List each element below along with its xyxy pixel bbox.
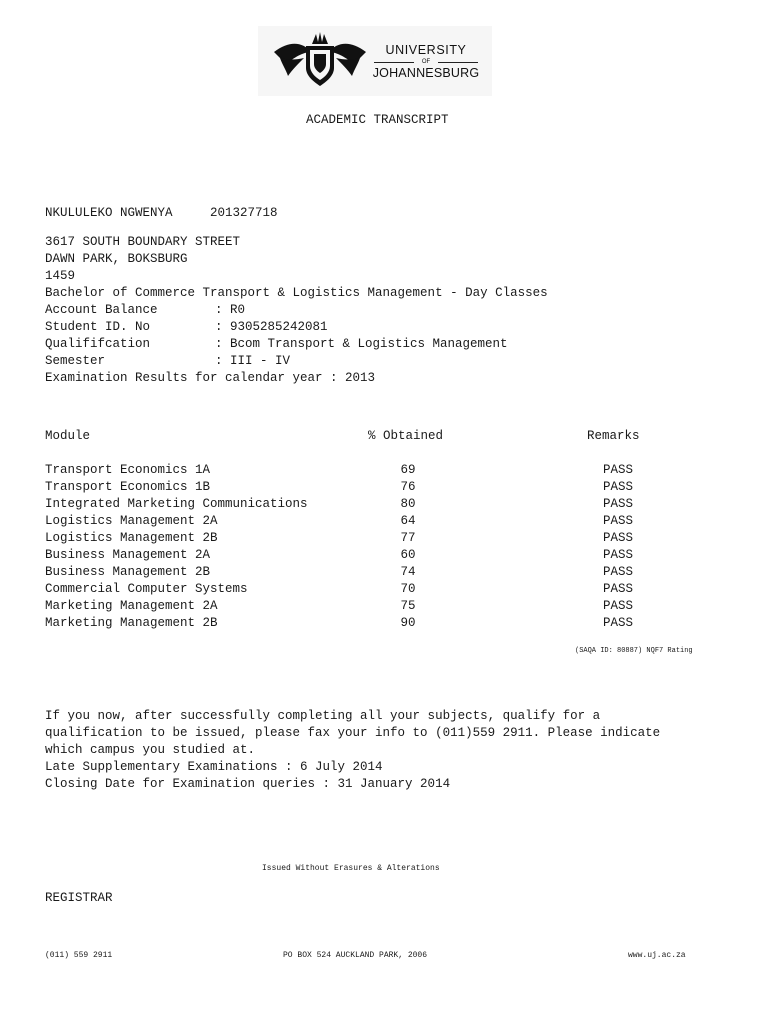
field-label: Student ID. No	[45, 320, 151, 334]
remark: PASS	[603, 616, 634, 630]
footer-website: www.uj.ac.za	[628, 951, 686, 960]
notice-line: which campus you studied at.	[45, 743, 256, 757]
field-label: Account Balance	[45, 303, 158, 317]
address-line: 1459	[45, 269, 76, 283]
percent-obtained: 60	[400, 548, 416, 562]
percent-obtained: 69	[400, 463, 416, 477]
logo-line-johannesburg: JOHANNESBURG	[372, 65, 480, 80]
remark: PASS	[603, 548, 634, 562]
percent-obtained: 70	[400, 582, 416, 596]
remark: PASS	[603, 514, 634, 528]
module-name: Business Management 2A	[45, 548, 211, 562]
field-value: : 9305285242081	[215, 320, 328, 334]
percent-obtained: 74	[400, 565, 416, 579]
logo-line-university: UNIVERSITY	[385, 43, 467, 57]
address-line: DAWN PARK, BOKSBURG	[45, 252, 188, 266]
remark: PASS	[603, 497, 634, 511]
remark: PASS	[603, 599, 634, 613]
saqa-note: (SAQA ID: 80887) NQF7 Rating	[575, 647, 693, 655]
field-label: Qualififcation	[45, 337, 151, 351]
late-supplementary-line: Late Supplementary Examinations : 6 July 2014	[45, 760, 383, 774]
student-number: 201327718	[210, 206, 278, 220]
programme-line: Bachelor of Commerce Transport & Logistics Management - Day Classes	[45, 286, 548, 300]
module-name: Marketing Management 2A	[45, 599, 218, 613]
footer-phone: (011) 559 2911	[45, 951, 113, 960]
closing-date-line: Closing Date for Examination queries : 31 January 2014	[45, 777, 451, 791]
remark: PASS	[603, 480, 634, 494]
header-remarks: Remarks	[587, 429, 640, 443]
header-percent: % Obtained	[368, 429, 444, 443]
field-value: : Bcom Transport & Logistics Management	[215, 337, 508, 351]
footer-address: PO BOX 524 AUCKLAND PARK, 2006	[283, 951, 428, 960]
exam-year-line: Examination Results for calendar year : 2013	[45, 371, 376, 385]
remark: PASS	[603, 565, 634, 579]
module-name: Marketing Management 2B	[45, 616, 218, 630]
logo-line-of: OF	[370, 59, 482, 65]
uj-emblem-icon	[272, 30, 368, 90]
module-name: Integrated Marketing Communications	[45, 497, 308, 511]
module-name: Business Management 2B	[45, 565, 211, 579]
header-module: Module	[45, 429, 91, 443]
field-row	[45, 302, 245, 319]
percent-obtained: 80	[400, 497, 416, 511]
percent-obtained: 77	[400, 531, 416, 545]
module-name: Commercial Computer Systems	[45, 582, 248, 596]
module-name: Transport Economics 1A	[45, 463, 211, 477]
field-row	[45, 336, 508, 353]
notice-line: If you now, after successfully completing all your subjects, qualify for a	[45, 709, 601, 723]
module-name: Transport Economics 1B	[45, 480, 211, 494]
registrar-label: REGISTRAR	[45, 891, 113, 905]
university-logo	[258, 26, 492, 96]
field-label: Semester	[45, 354, 106, 368]
percent-obtained: 64	[400, 514, 416, 528]
remark: PASS	[603, 463, 634, 477]
document-title: ACADEMIC TRANSCRIPT	[306, 113, 449, 127]
percent-obtained: 90	[400, 616, 416, 630]
field-row	[45, 319, 328, 336]
field-row	[45, 353, 290, 370]
percent-obtained: 75	[400, 599, 416, 613]
remark: PASS	[603, 582, 634, 596]
notice-line: qualification to be issued, please fax your info to (011)559 2911. Please indicate	[45, 726, 661, 740]
percent-obtained: 76	[400, 480, 416, 494]
logo-wordmark	[370, 44, 482, 79]
field-value: : III - IV	[215, 354, 291, 368]
issued-note: Issued Without Erasures & Alterations	[262, 864, 440, 873]
field-value: : R0	[215, 303, 246, 317]
address-line: 3617 SOUTH BOUNDARY STREET	[45, 235, 241, 249]
remark: PASS	[603, 531, 634, 545]
student-name: NKULULEKO NGWENYA	[45, 206, 173, 220]
module-name: Logistics Management 2B	[45, 531, 218, 545]
module-name: Logistics Management 2A	[45, 514, 218, 528]
